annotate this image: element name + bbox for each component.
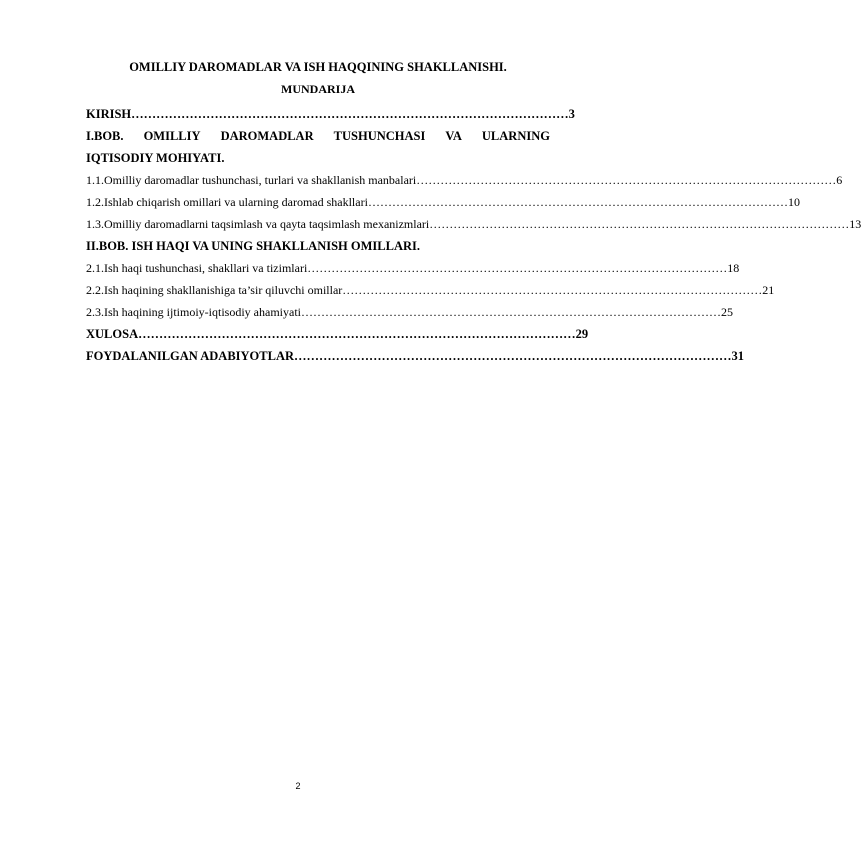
toc-heading: MUNDARIJA [281,82,355,96]
dot-leader: …………………………………………………………………………………………… [307,261,728,275]
toc-entry-1-3[interactable] [86,213,861,235]
toc-entry-1-2[interactable] [86,191,800,213]
toc-entry-label: FOYDALANILGAN ADABIYOTLAR [86,349,295,363]
toc-entry-1-1[interactable] [86,169,843,191]
dot-leader: …………………………………………………………………………………………… [367,195,788,209]
dot-leader: …………………………………………………………………………………………… [131,107,569,121]
toc-entry-label: 2.3.Ish haqining ijtimoiy-iqtisodiy ahamiyati [86,305,301,319]
toc-entry-page: 31 [731,349,745,363]
table-of-contents [86,103,861,367]
chapter-1-word: VA [445,129,462,143]
toc-entry-page: 25 [720,305,733,319]
toc-entry-label: 2.2.Ish haqining shakllanishiga ta’sir qiluvchi omillar [86,283,343,297]
dot-leader: …………………………………………………………………………………………… [429,217,850,231]
toc-chapter-1-line1[interactable] [86,125,550,147]
toc-entry-page: 29 [575,327,589,341]
chapter-1-word: DAROMADLAR [220,129,314,143]
toc-entry-label: 1.1.Omilliy daromadlar tushunchasi, turlari va shakllanish manbalari [86,173,417,187]
dot-leader: …………………………………………………………………………………………… [300,305,721,319]
toc-entry-kirish[interactable] [86,103,575,125]
chapter-1-word: TUSHUNCHASI [333,129,426,143]
toc-entry-adabiyotlar[interactable] [86,345,745,367]
toc-entry-page: 13 [849,217,861,231]
dot-leader: …………………………………………………………………………………………… [342,283,763,297]
toc-entry-page: 21 [762,283,775,297]
document-title: OMILLIY DAROMADLAR VA ISH HAQQINING SHAKLLANISHI. [129,60,507,74]
chapter-1-word: ULARNING [481,129,550,143]
toc-entry-label: XULOSA [86,327,139,341]
toc-entry-label: KIRISH [86,107,132,121]
toc-chapter-2[interactable]: II.BOB. ISH HAQI VA UNING SHAKLLANISH OMILLARI. [86,239,420,253]
chapter-1-word: I.BOB. [86,129,124,143]
toc-entry-page: 10 [787,195,800,209]
toc-entry-page: 6 [836,173,843,187]
toc-entry-label: 2.1.Ish haqi tushunchasi, shakllari va tizimlari [86,261,308,275]
dot-leader: …………………………………………………………………………………………… [138,327,576,341]
toc-entry-2-3[interactable] [86,301,733,323]
toc-entry-page: 18 [727,261,740,275]
toc-chapter-1-line2[interactable]: IQTISODIY MOHIYATI. [86,151,225,165]
toc-entry-2-2[interactable] [86,279,775,301]
page-number: 2 [295,781,301,791]
toc-entry-xulosa[interactable] [86,323,589,345]
toc-entry-label: 1.2.Ishlab chiqarish omillari va ularning daromad shakllari [86,195,368,209]
toc-entry-label: 1.3.Omilliy daromadlarni taqsimlash va qayta taqsimlash mexanizmlari [86,217,430,231]
dot-leader: …………………………………………………………………………………………… [416,173,837,187]
chapter-1-word: OMILLIY [143,129,201,143]
dot-leader: …………………………………………………………………………………………… [294,349,732,363]
toc-entry-page: 3 [568,107,575,121]
toc-entry-2-1[interactable] [86,257,740,279]
